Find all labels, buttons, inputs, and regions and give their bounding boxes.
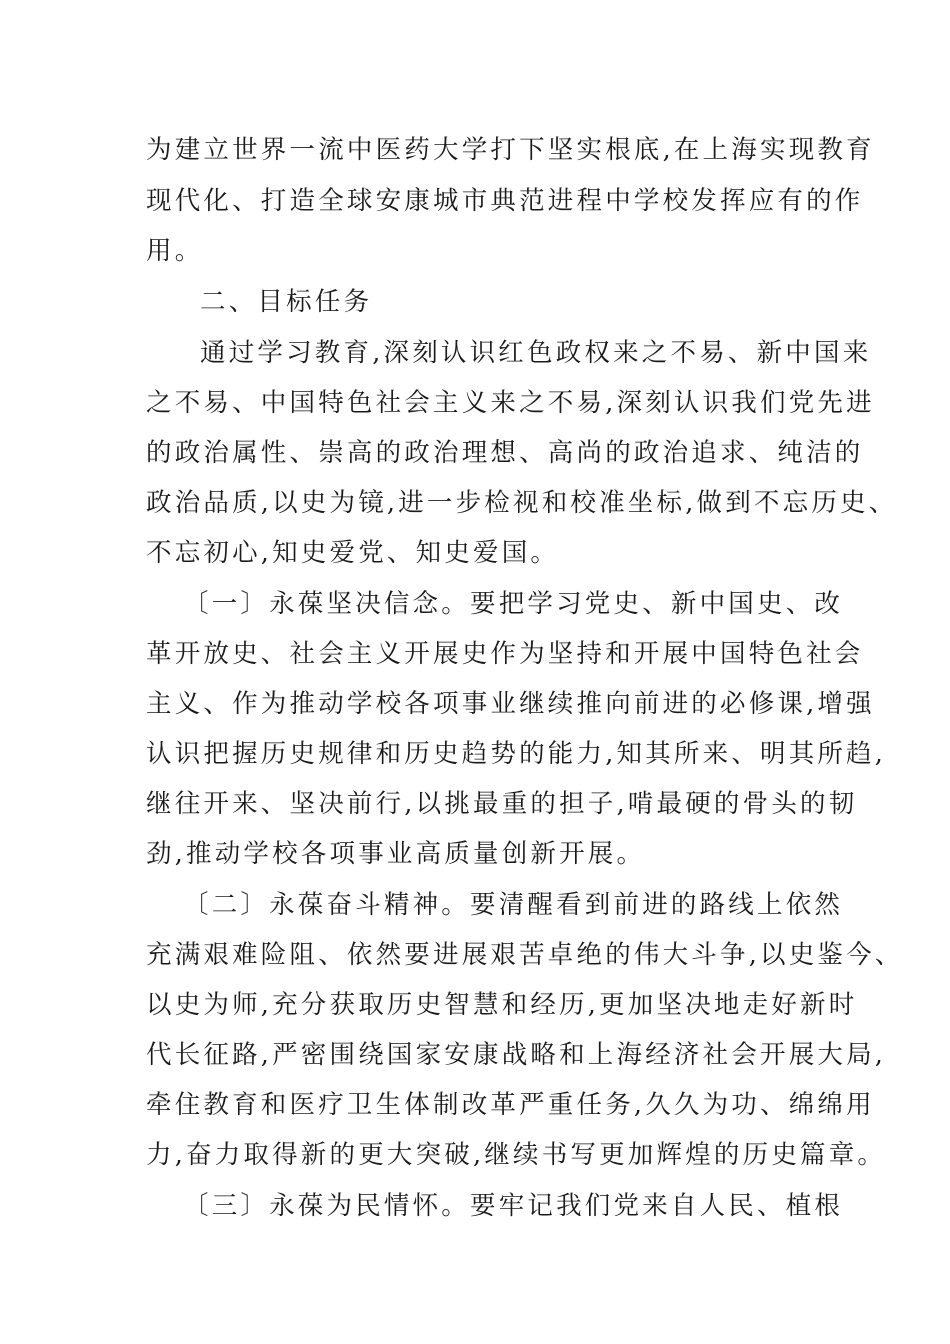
text-line-20: 牵住教育和医疗卫生体制改革严重任务,久久为功、绵绵用 [146,1090,875,1120]
text-line-19: 代长征路,严密围绕国家安康战略和上海经济社会开展大局, [146,1040,887,1070]
text-line-12: 主义、作为推动学校各项事业继续推向前进的必修课,增强 [146,689,875,719]
text-line-16: 〔二〕永葆奋斗精神。要清醒看到前进的路线上依然 [183,890,844,920]
text-line-3: 用。 [146,236,204,266]
text-line-21: 力,奋力取得新的更大突破,继续书写更加辉煌的历史篇章。 [146,1140,887,1170]
text-line-9: 不忘初心,知史爱党、知史爱国。 [146,538,560,568]
text-line-7: 的政治属性、崇高的政治理想、高尚的政治追求、纯洁的 [146,438,864,468]
text-line-11: 革开放史、社会主义开展史作为坚持和开展中国特色社会 [146,639,864,669]
text-line-10: 〔一〕永葆坚决信念。要把学习党史、新中国史、改 [183,589,844,619]
text-line-17: 充满艰难险阻、依然要进展艰苦卓绝的伟大斗争,以史鉴今、 [146,940,904,970]
text-line-22: 〔三〕永葆为民情怀。要牢记我们党来自人民、植根 [183,1191,844,1221]
text-line-6: 之不易、中国特色社会主义来之不易,深刻认识我们党先进 [146,388,875,418]
text-line-18: 以史为师,充分获取历史智慧和经历,更加坚决地走好新时 [146,990,858,1020]
text-line-1: 为建立世界一流中医药大学打下坚实根底,在上海实现教育 [146,135,875,165]
text-line-2: 现代化、打造全球安康城市典范进程中学校发挥应有的作 [146,186,864,216]
text-line-15: 劲,推动学校各项事业高质量创新开展。 [146,839,646,869]
section-heading: 二、目标任务 [200,287,373,317]
text-line-13: 认识把握历史规律和历史趋势的能力,知其所来、明其所趋, [146,739,887,769]
text-line-14: 继往开来、坚决前行,以挑最重的担子,啃最硬的骨头的韧 [146,789,858,819]
text-line-8: 政治品质,以史为镜,进一步检视和校准坐标,做到不忘历史、 [146,488,898,518]
text-line-5: 通过学习教育,深刻认识红色政权来之不易、新中国来 [200,338,872,368]
